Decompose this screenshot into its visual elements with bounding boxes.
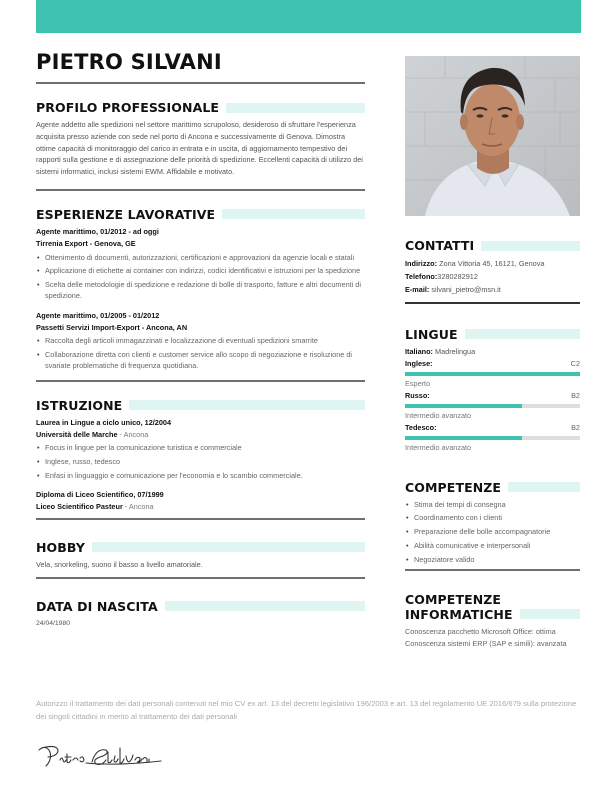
- education-details: [36, 442, 365, 481]
- list-item: • Negoziatore valido: [405, 554, 580, 565]
- list-item: • Inglese, russo, tedesco: [36, 456, 365, 467]
- language-progress-fill: [405, 404, 522, 408]
- contact-email: E-mail: silvani_pietro@msn.it: [405, 285, 501, 294]
- profile-photo: [405, 56, 580, 216]
- degree-date: , 07/1999: [133, 490, 164, 500]
- job-role: Agente marittimo: [36, 226, 97, 236]
- language-desc: Esperto: [405, 378, 431, 388]
- job-entry: [36, 310, 365, 372]
- school-city: - Ancona: [122, 502, 154, 512]
- list-item: • Raccolta degli articoli immagazzinati e localizzazione di eventuali spedizioni smarrite: [36, 335, 365, 346]
- section-title: ESPERIENZE LAVORATIVE: [36, 206, 216, 222]
- education-entry: [36, 489, 365, 513]
- language-desc: Intermedio avanzato: [405, 442, 472, 452]
- candidate-name: PIETRO SILVANI: [36, 50, 222, 74]
- language-progress-fill: [405, 372, 580, 376]
- job-company: Passetti Servizi Import-Export - Ancona, AN: [36, 322, 188, 332]
- list-item: • Stima dei tempi di consegna: [405, 499, 580, 510]
- job-duties: [36, 335, 365, 371]
- job-period: , 01/2005 - 01/2012: [96, 310, 160, 320]
- title-accent-bar: [92, 542, 365, 552]
- job-role-line: [36, 310, 365, 322]
- list-item: • Ottenimento di documenti, autorizzazioni, certificazioni e approvazioni da agenzie locali e statali: [36, 252, 365, 263]
- right-column: [405, 238, 580, 650]
- section-divider: [405, 302, 580, 304]
- degree: Laurea in Lingue a ciclo unico: [36, 417, 141, 427]
- section-divider: [36, 380, 365, 382]
- title-accent-bar: [165, 601, 365, 611]
- birth-section: [36, 599, 365, 630]
- language-progress-bar: [405, 436, 580, 440]
- section-divider: [405, 569, 580, 571]
- top-accent-banner: [36, 0, 581, 33]
- hobby-text: Vela, snorkeling, suono il basso a livello amatoriale.: [36, 559, 203, 569]
- degree-date: , 12/2004: [140, 417, 172, 427]
- job-entry: [36, 226, 365, 302]
- section-divider: [36, 518, 365, 520]
- language-name: Tedesco:: [405, 422, 437, 432]
- degree: Diploma di Liceo Scientifico: [36, 490, 134, 500]
- job-role-line: [36, 226, 365, 238]
- languages-section: [405, 327, 580, 454]
- title-accent-bar: [520, 609, 580, 619]
- skills-list: [405, 499, 580, 565]
- section-title: HOBBY: [36, 539, 86, 555]
- language-level: C2: [570, 358, 580, 368]
- job-role: Agente marittimo: [36, 310, 97, 320]
- section-title: PROFILO PROFESSIONALE: [36, 100, 220, 115]
- language-item: [405, 358, 580, 390]
- job-company: Tirrenia Export - Genova, GE: [36, 238, 136, 248]
- name-divider: [36, 82, 365, 84]
- job-period: , 01/2012 - ad oggi: [96, 226, 159, 236]
- list-item: • Focus in lingue per la comunicazione turistica e commerciale: [36, 442, 365, 453]
- title-accent-bar: [465, 329, 580, 339]
- language-item: [405, 390, 580, 422]
- school: Università delle Marche: [36, 429, 118, 439]
- language-name: Inglese:: [405, 358, 433, 368]
- language-progress-bar: [405, 372, 580, 376]
- list-item: • Coordinamento con i clienti: [405, 512, 580, 523]
- language-progress-fill: [405, 436, 522, 440]
- section-title: ISTRUZIONE: [36, 397, 123, 413]
- contact-address: Indirizzo: Zona Vittoria 45, 16121, Genova: [405, 259, 545, 268]
- job-duties: [36, 252, 365, 302]
- it-skills-section: [405, 592, 580, 650]
- section-title: CONTATTI: [405, 238, 475, 253]
- birth-date: 24/04/1980: [36, 619, 71, 627]
- contact-phone: Telefono:3280282912: [405, 272, 478, 281]
- profile-section: [36, 100, 365, 191]
- language-item: [405, 422, 580, 454]
- profile-text: Agente addetto alle spedizioni nel settore marittimo scrupoloso, desideroso di sfruttare l'esperienza acquisita presso aziende con sede nel porto di Ancona e successivamente di Genova. Dimostra ottime capacità di monitoraggio del carico in entrata e in uscita, di aggiornamento tempestivo dei rapporti sulla gestione e di assegnazione delle priorità di spedizione. Eccellenti capacità di utilizzo dei sistemi informatici, inclusi sistemi EWM. Affidabile e motivato.: [36, 120, 363, 177]
- signature-image: [36, 742, 176, 772]
- list-item: • Scelta delle metodologie di spedizione e redazione di bolle di trasporto, fatture e altri documenti di spedizione.: [36, 279, 365, 302]
- list-item: • Preparazione delle bolle accompagnatorie: [405, 526, 580, 537]
- language-desc: Intermedio avanzato: [405, 410, 472, 420]
- education-section: [36, 398, 365, 520]
- it-skill-line: Conoscenza pacchetto Microsoft Office: ottima: [405, 626, 556, 636]
- native-language: Italiano: Madrelingua: [405, 346, 476, 356]
- language-progress-bar: [405, 404, 580, 408]
- experience-section: [36, 207, 365, 382]
- section-title: LINGUE: [405, 326, 458, 342]
- it-skill-line: Conoscenza sistemi ERP (SAP e simili): avanzata: [405, 638, 567, 648]
- section-divider: [36, 189, 365, 191]
- school-city: - Ancona: [117, 429, 149, 439]
- education-entry: [36, 417, 365, 481]
- left-column: [36, 100, 365, 629]
- section-title: COMPETENZE INFORMATICHE: [405, 591, 513, 622]
- title-accent-bar: [508, 482, 580, 492]
- title-accent-bar: [129, 400, 365, 410]
- title-accent-bar: [481, 241, 580, 251]
- list-item: • Abilità comunicative e interpersonali: [405, 540, 580, 551]
- section-divider: [36, 577, 365, 579]
- portrait-image: [405, 56, 580, 216]
- title-accent-bar: [222, 209, 365, 219]
- list-item: • Collaborazione diretta con clienti e customer service allo scopo di negoziazione e risoluzione di svariate problematiche di frequenza quotidiana.: [36, 349, 365, 372]
- skills-section: [405, 480, 580, 571]
- language-name: Russo:: [405, 390, 430, 400]
- privacy-consent: Autorizzo il trattamento dei dati personali contenuti nel mio CV ex art. 13 del decreto legislativo 196/2003 e art. 13 del regolamento UE 2016/679 sulla protezione dei singoli cittadini in merito al trattamento dei dati personali: [36, 699, 577, 721]
- list-item: • Applicazione di etichette ai container con indirizzi, codici identificativi e istruzioni per la spedizione: [36, 265, 365, 276]
- language-level: B2: [571, 390, 580, 400]
- signature: [36, 742, 176, 772]
- contacts-section: [405, 238, 580, 304]
- section-title: COMPETENZE: [405, 479, 502, 495]
- language-level: B2: [571, 422, 580, 432]
- title-accent-bar: [226, 103, 365, 113]
- hobby-section: [36, 540, 365, 579]
- section-title: DATA DI NASCITA: [36, 598, 158, 614]
- school: Liceo Scientifico Pasteur: [36, 502, 123, 512]
- list-item: • Enfasi in linguaggio e comunicazione per l'economia e lo scambio commerciale.: [36, 470, 365, 481]
